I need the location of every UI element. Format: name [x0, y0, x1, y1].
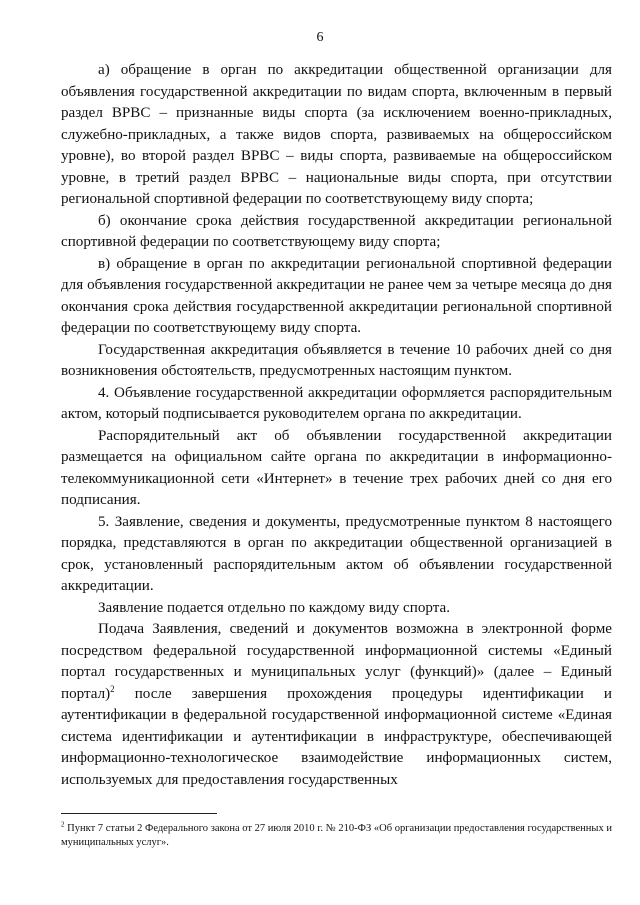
footnote-mark: 2: [61, 820, 65, 829]
paragraph-announcement-term: Государственная аккредитация объявляется в течение 10 рабочих дней со дня возникновения обстоятельств, предусмотренных настоящим пунктом.: [61, 341, 612, 379]
footnote-text: Пункт 7 статьи 2 Федерального закона от 27 июля 2010 г. № 210-ФЗ «Об организации предоставления государственных и муниципальных услуг».: [61, 823, 612, 848]
paragraph-text-before-mark: Подача Заявления, сведений и документов возможна в электронной форме посредством федеральной государственной информационной системы «Единый портал государственных и муниципальных услуг (функций)» (далее – Единый портал): [61, 621, 612, 702]
footnote: [61, 822, 612, 850]
footnote-divider: [61, 813, 217, 814]
paragraph-act-publication: Распорядительный акт об объявлении государственной аккредитации размещается на официальном сайте органа по аккредитации в информационно-телекоммуникационной сети «Интернет» в течение трех рабочих дней со дня его подписания.: [61, 427, 612, 508]
paragraph-a: а) обращение в орган по аккредитации общественной организации для объявления государственной аккредитации по видам спорта, включенным в первый раздел ВРВС – признанные виды спорта (за исключением военно-прикладных, служебно-прикладных, а также видов спорта, развиваемых на общероссийском уровне), во второй раздел ВРВС – виды спорта, развиваемые на общероссийском уровне, в третий раздел ВРВС – национальные виды спорта, при отсутствии региональной спортивной федерации по соответствующему виду спорта;: [61, 62, 612, 207]
paragraph-item-5: 5. Заявление, сведения и документы, предусмотренные пунктом 8 настоящего порядка, представляются в орган по аккредитации общественной организацией в срок, установленный распорядительным актом об объявлении государственной аккредитации.: [61, 513, 612, 594]
paragraph-v: в) обращение в орган по аккредитации региональной спортивной федерации для объявления государственной аккредитации не ранее чем за четыре месяца до дня окончания срока действия государственной аккредитации региональной спортивной федерации по соответствующему виду спорта.: [61, 255, 612, 336]
paragraph-b: б) окончание срока действия государственной аккредитации региональной спортивной федерации по соответствующему виду спорта;: [61, 212, 612, 250]
paragraph-item-4: 4. Объявление государственной аккредитации оформляется распорядительным актом, который подписывается руководителем органа по аккредитации.: [61, 384, 612, 422]
paragraph-electronic-submission: [61, 619, 612, 791]
document-body: [61, 60, 612, 791]
paragraph-text-after-mark: после завершения прохождения процедуры идентификации и аутентификации в федеральной государственной информационной системе «Единая система идентификации и аутентификации в инфраструктуре, обеспечивающей информационно-технологическое взаимодействие информационных систем, используемых для предоставления государственных: [61, 685, 612, 788]
footnote-reference-mark[interactable]: 2: [110, 683, 115, 694]
page-number: 6: [316, 30, 324, 45]
paragraph-per-sport: Заявление подается отдельно по каждому виду спорта.: [98, 599, 450, 616]
